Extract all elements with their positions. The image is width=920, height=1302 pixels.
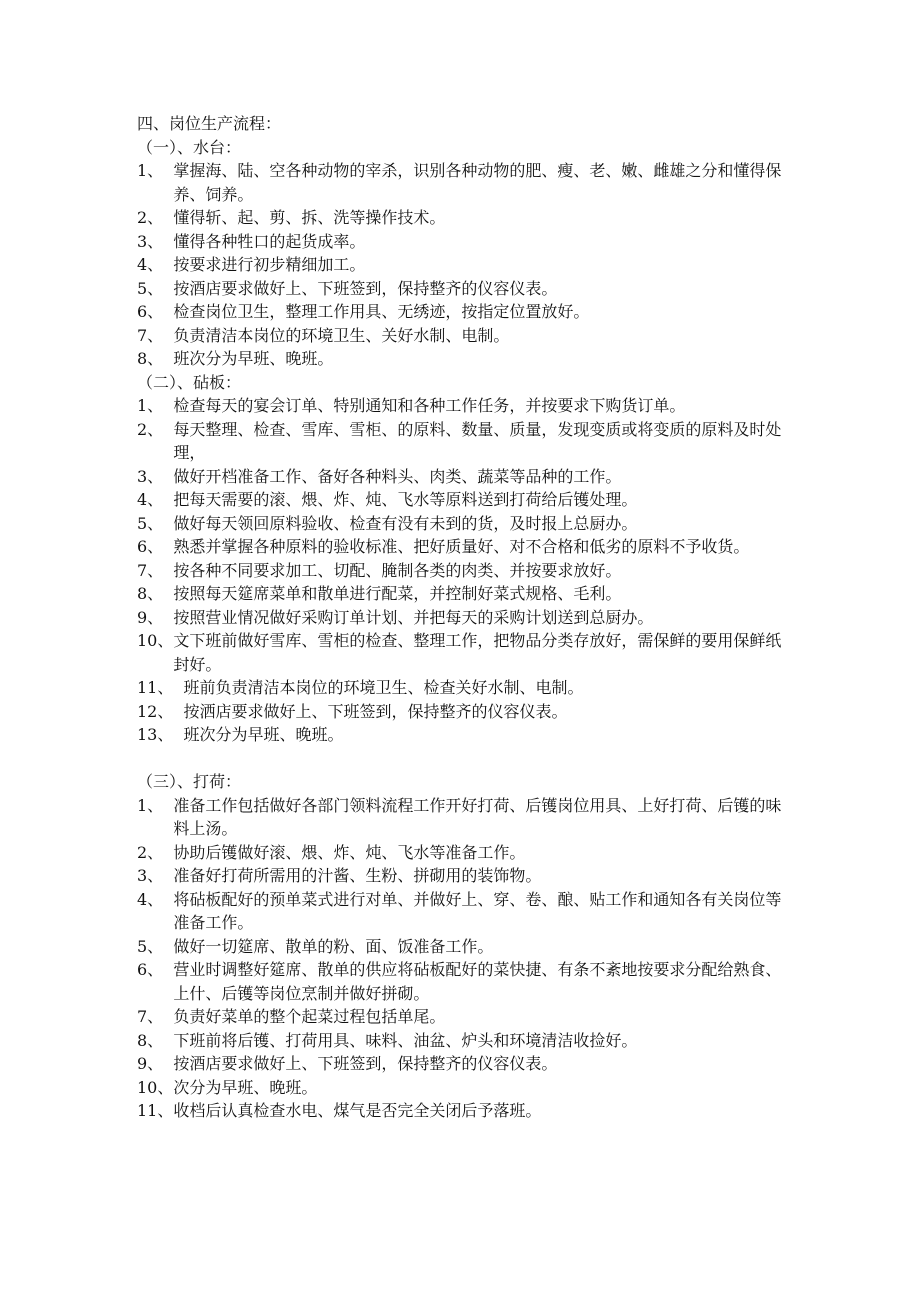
- item-number: 2、: [137, 208, 174, 227]
- item-number: 8、: [137, 349, 174, 368]
- item-text: 检查每天的宴会订单、特别通知和各种工作任务，并按要求下购货订单。: [173, 396, 686, 415]
- list-item: [137, 723, 789, 747]
- list-item: [137, 1076, 789, 1100]
- item-text: 懂得各种牲口的起货成率。: [173, 231, 366, 251]
- item-number: 4、: [137, 889, 174, 909]
- item-number: 10、: [137, 631, 174, 650]
- list-item: [137, 629, 789, 676]
- item-text: 班前负责清洁本岗位的环境卫生、检查关好水制、电制。: [183, 678, 584, 697]
- item-text: 将砧板配好的预单菜式进行对单、并做好上、穿、卷、酿、贴工作和通知各有关岗位等准备工作。: [173, 889, 782, 932]
- page-title: 四、岗位生产流程：: [137, 114, 282, 133]
- list-item: [137, 159, 789, 206]
- list-item: [137, 324, 789, 348]
- sections-container: [137, 136, 789, 1123]
- item-text: 下班前将后镬、打荷用具、味料、油盆、炉头和环境清洁收捡好。: [173, 1030, 638, 1050]
- item-number: 11、: [137, 678, 184, 697]
- list-item: [137, 935, 789, 959]
- list-item: [137, 864, 789, 888]
- list-item: [137, 582, 789, 606]
- item-text: 熟悉并掌握各种原料的验收标准、把好质量好、对不合格和低劣的原料不予收货。: [173, 537, 750, 556]
- item-number: 7、: [137, 1007, 174, 1026]
- item-text: 按照营业情况做好采购订单计划、并把每天的采购计划送到总厨办。: [173, 607, 654, 627]
- item-text: 按要求进行初步精细加工。: [173, 255, 366, 274]
- item-number: 1、: [137, 396, 174, 415]
- list-item: [137, 559, 789, 583]
- item-number: 1、: [137, 795, 174, 815]
- list-item: [137, 206, 789, 230]
- item-number: 2、: [137, 419, 174, 439]
- document-body: [137, 112, 789, 1123]
- item-text: 准备工作包括做好各部门领料流程工作开好打荷、后镬岗位用具、上好打荷、后镬的味料上汤。: [173, 795, 782, 838]
- item-number: 5、: [137, 936, 174, 956]
- section-heading: （一）、水台：: [137, 137, 242, 157]
- item-number: 8、: [137, 584, 174, 603]
- item-number: 10、: [137, 1077, 174, 1097]
- item-text: 掌握海、陆、空各种动物的宰杀，识别各种动物的肥、瘦、老、嫩、雌雄之分和懂得保养、饲养。: [173, 161, 782, 204]
- item-text: 做好一切筵席、散单的粉、面、饭准备工作。: [173, 936, 494, 956]
- list-item: [137, 465, 789, 489]
- item-text: 负责好菜单的整个起菜过程包括单尾。: [173, 1007, 446, 1026]
- list-item: [137, 1052, 789, 1076]
- item-text: 准备好打荷所需用的汁酱、生粉、拼砌用的装饰物。: [173, 866, 542, 885]
- item-number: 13、: [137, 725, 184, 744]
- list-item: [137, 535, 789, 559]
- list-item: [137, 606, 789, 630]
- item-number: 8、: [137, 1030, 174, 1050]
- list-item: [137, 347, 789, 371]
- item-number: 2、: [137, 842, 174, 862]
- list-item: [137, 418, 789, 465]
- list-item: [137, 230, 789, 254]
- item-number: 3、: [137, 231, 174, 251]
- section-spacer: [137, 747, 789, 771]
- item-number: 3、: [137, 866, 174, 885]
- list-item: [137, 488, 789, 512]
- item-number: 3、: [137, 466, 174, 486]
- list-item: [137, 512, 789, 536]
- item-text: 班次分为早班、晚班。: [173, 349, 334, 368]
- item-number: 9、: [137, 1054, 174, 1073]
- item-text: 营业时调整好筵席、散单的供应将砧板配好的菜快捷、有条不紊地按要求分配给熟食、上什、后镬等岗位烹制并做好拼砌。: [173, 960, 782, 1003]
- list-item: [137, 700, 789, 724]
- item-text: 文下班前做好雪库、雪柜的检查、整理工作，把物品分类存放好，需保鲜的要用保鲜纸封好。: [173, 631, 782, 674]
- item-number: 7、: [137, 560, 174, 580]
- item-text: 每天整理、检查、雪库、雪柜、的原料、数量、质量，发现变质或将变质的原料及时处理，: [173, 419, 782, 462]
- list-item: [137, 277, 789, 301]
- item-text: 协助后镬做好滚、煨、炸、炖、飞水等准备工作。: [173, 842, 526, 862]
- list-item: [137, 888, 789, 935]
- list-item: [137, 958, 789, 1005]
- item-text: 按酒店要求做好上、下班签到，保持整齐的仪容仪表。: [173, 278, 558, 298]
- section-heading: （二）、砧板：: [137, 372, 242, 392]
- item-number: 9、: [137, 607, 174, 627]
- item-number: 6、: [137, 537, 174, 556]
- item-text: 做好开档准备工作、备好各种料头、肉类、蔬菜等品种的工作。: [173, 466, 622, 486]
- item-number: 6、: [137, 960, 174, 979]
- item-text: 负责清洁本岗位的环境卫生、关好水制、电制。: [173, 325, 510, 345]
- item-text: 懂得斩、起、剪、拆、洗等操作技术。: [173, 208, 446, 227]
- item-text: 按洒店要求做好上、下班签到，保持整齐的仪容仪表。: [183, 701, 568, 721]
- item-number: 5、: [137, 513, 174, 533]
- list-item: [137, 1005, 789, 1029]
- item-text: 按酒店要求做好上、下班签到，保持整齐的仪容仪表。: [173, 1054, 558, 1073]
- item-number: 4、: [137, 490, 174, 509]
- list-item: [137, 676, 789, 700]
- item-text: 班次分为早班、晚班。: [183, 725, 344, 744]
- list-item: [137, 1029, 789, 1053]
- item-number: 7、: [137, 325, 174, 345]
- item-text: 做好每天领回原料验收、检查有没有未到的货，及时报上总厨办。: [173, 513, 638, 533]
- list-item: [137, 253, 789, 277]
- list-item: [137, 300, 789, 324]
- item-text: 检查岗位卫生，整理工作用具、无绣迹，按指定位置放好。: [173, 302, 590, 321]
- item-text: 收档后认真检查水电、煤气是否完全关闭后予落班。: [173, 1101, 542, 1120]
- item-number: 6、: [137, 302, 174, 321]
- item-text: 按各种不同要求加工、切配、腌制各类的肉类、并按要求放好。: [173, 560, 622, 580]
- item-text: 按照每天筵席菜单和散单进行配菜，并控制好菜式规格、毛利。: [173, 584, 622, 603]
- item-number: 1、: [137, 161, 174, 180]
- item-number: 12、: [137, 701, 184, 721]
- item-number: 11、: [137, 1101, 174, 1120]
- section-heading: （三）、打荷：: [137, 772, 242, 791]
- item-text: 把每天需要的滚、煨、炸、炖、飞水等原料送到打荷给后镬处理。: [173, 490, 638, 509]
- list-item: [137, 841, 789, 865]
- item-number: 4、: [137, 255, 174, 274]
- item-text: 次分为早班、晚班。: [173, 1077, 318, 1097]
- item-number: 5、: [137, 278, 174, 298]
- list-item: [137, 394, 789, 418]
- list-item: [137, 1099, 789, 1123]
- list-item: [137, 794, 789, 841]
